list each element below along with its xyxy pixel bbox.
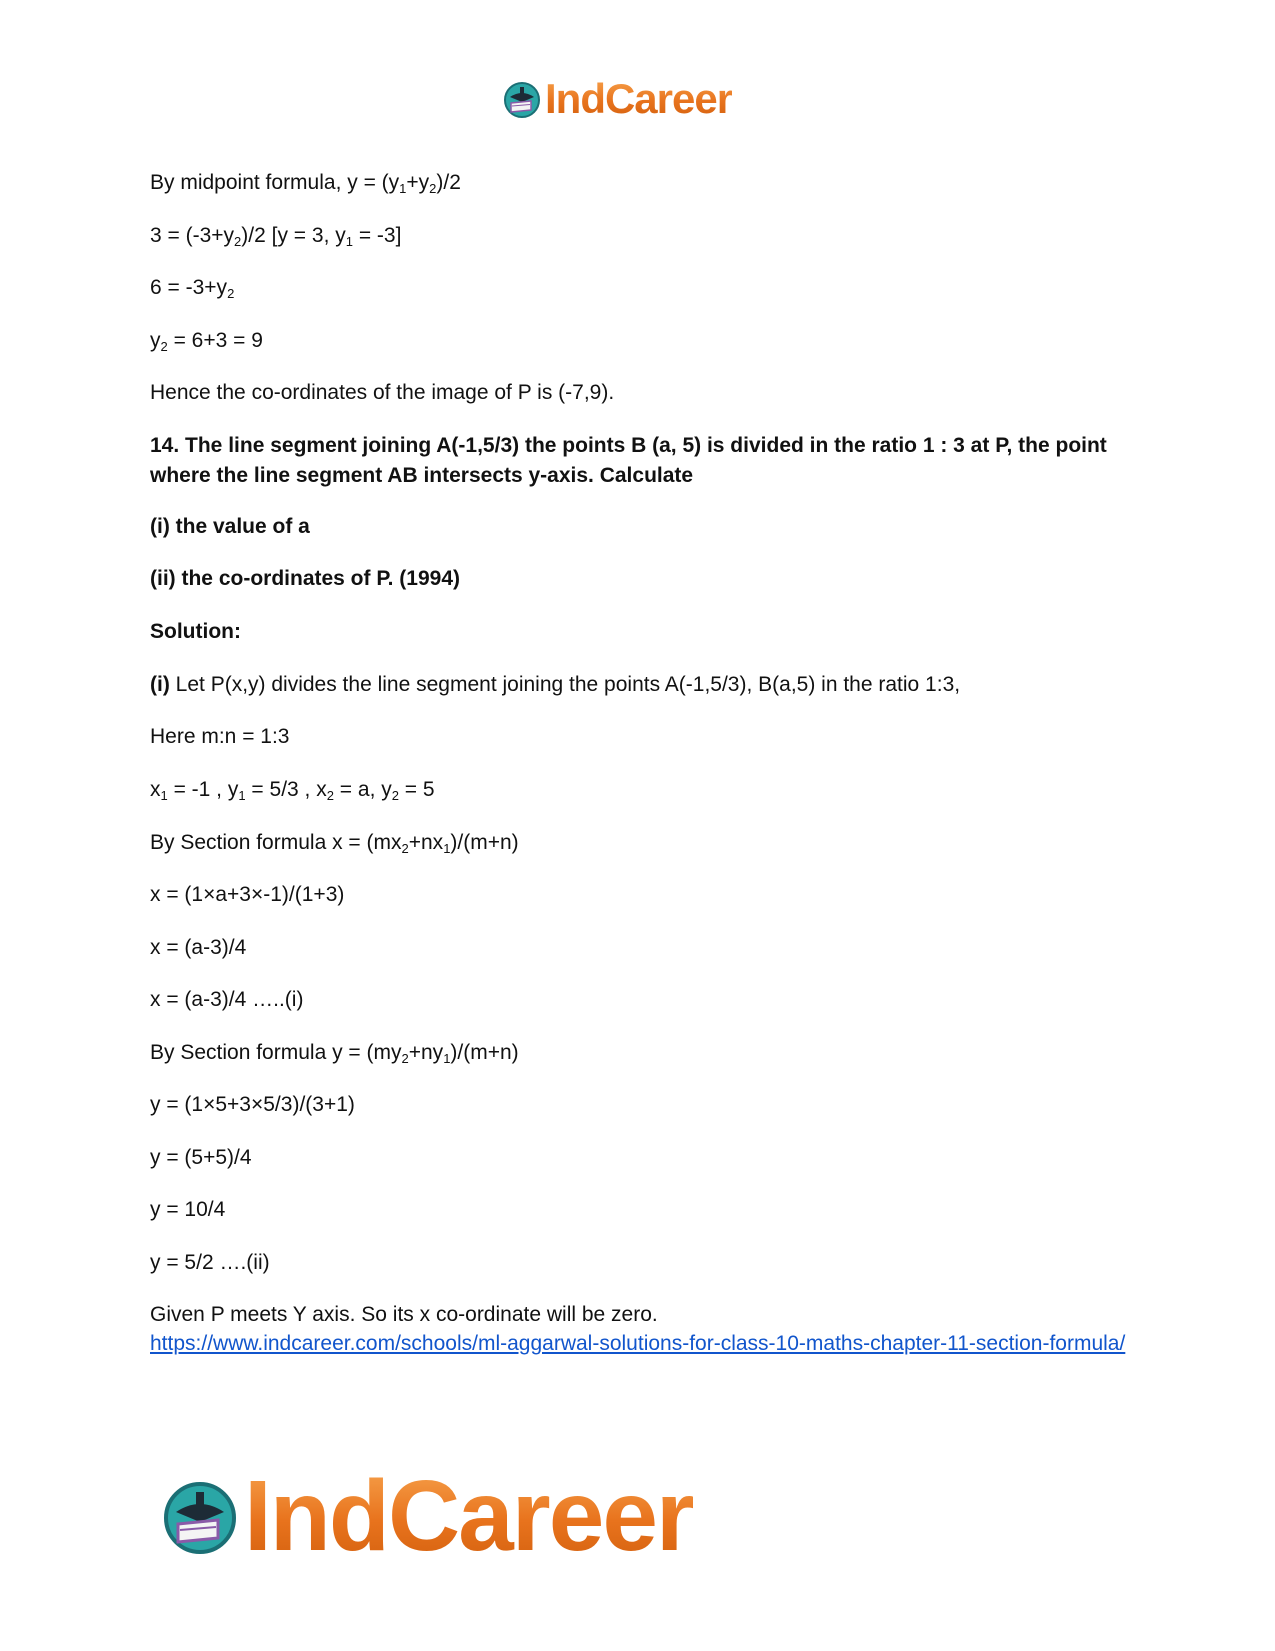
text-line: Given P meets Y axis. So its x co-ordinate will be zero. [150, 1303, 658, 1326]
text-line: y = (5+5)/4 [150, 1146, 252, 1169]
text-line: y = 10/4 [150, 1198, 226, 1221]
text-line: x = (1×a+3×-1)/(1+3) [150, 883, 345, 906]
footer-logo [160, 1460, 693, 1572]
text-line: Here m:n = 1:3 [150, 725, 290, 748]
question-part-i: (i) the value of a [150, 515, 310, 538]
text-line: By Section formula $x = (mx_2+nx_1)/(m+n)$ [150, 831, 519, 856]
text-line: By Section formula $y = (my_2+ny_1)/(m+n)$ [150, 1041, 519, 1066]
source-url-link[interactable]: https://www.indcareer.com/schools/ml-aggarwal-solutions-for-class-10-maths-chapter-11-section-formula/ [150, 1332, 1126, 1355]
text-line: x = (a-3)/4 …..(i) [150, 988, 304, 1011]
text-line: $y_2 = 6+3 = 9$ [150, 329, 263, 354]
text-line: $x_1 = -1$ , $y_1 = 5/3$ , $x_2 = a$, $y_2 = 5$ [150, 778, 435, 803]
footer-link-wrap [150, 1329, 1130, 1359]
brand-wordmark: IndCareer [244, 1460, 693, 1572]
question-part-ii: (ii) the co-ordinates of P. (1994) [150, 567, 461, 590]
text-line: (i) Let P(x,y) divides the line segment joining the points A(-1,5/3), B(a,5) in the ratio 1:3, [150, 673, 961, 696]
text-line: x = (a-3)/4 [150, 936, 247, 959]
text-line: Hence the co-ordinates of the image of P is (-7,9). [150, 381, 615, 404]
globe-graduate-icon [160, 1476, 240, 1556]
question-14: 14. The line segment joining A(-1,5/3) the points B (a, 5) is divided in the ratio 1 : 3 at P, the point where the line segment AB intersects y-axis. Calculate [150, 434, 1107, 487]
globe-graduate-icon [502, 79, 542, 119]
header-logo [502, 75, 733, 122]
text-line: y = 5/2 ….(ii) [150, 1251, 270, 1274]
solution-heading: Solution: [150, 620, 241, 643]
text-line: By midpoint formula, $y = (y_1+y_2)/2$ [150, 171, 461, 196]
text-line: $3 = (-3+y_2)/2$ [y = 3, $y_1 = -3$] [150, 224, 402, 249]
brand-wordmark: IndCareer [545, 75, 733, 122]
text-line: y = (1×5+3×5/3)/(3+1) [150, 1093, 355, 1116]
text-line: $6 = -3+y_2$ [150, 276, 235, 301]
